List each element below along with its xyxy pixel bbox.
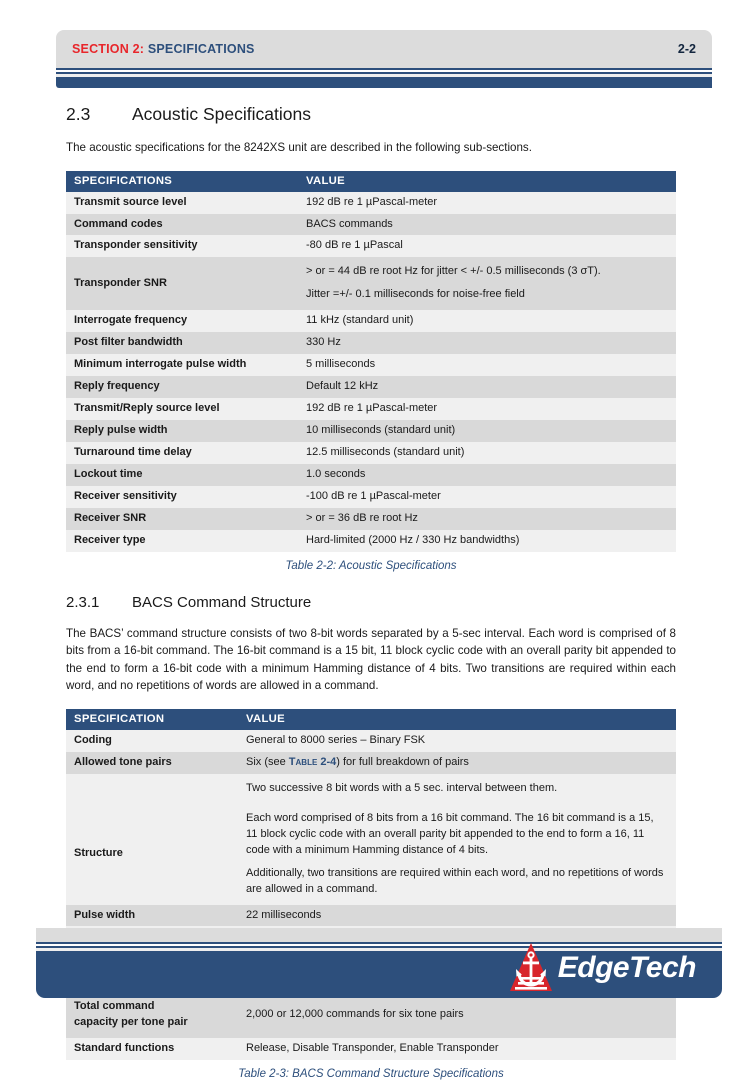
edgetech-wordmark: EdgeTech [557,951,696,984]
row-value: 12.5 milliseconds (standard unit) [298,442,676,464]
row-key: Allowed tone pairs [66,752,238,774]
table-row [66,530,676,552]
table-row [66,804,676,905]
row-key: Transmit source level [66,192,298,214]
row-value: 2,000 or 12,000 commands for six tone pairs [238,992,676,1038]
row-value: BACS commands [298,214,676,236]
page-header-title [72,42,255,56]
row-value: Release, Disable Transponder, Enable Transponder [238,1038,676,1060]
row-value: 5 milliseconds [298,354,676,376]
table-row [66,442,676,464]
table-row [66,214,676,236]
row-key [66,992,238,1038]
row-value: 11 kHz (standard unit) [298,310,676,332]
row-value: -100 dB re 1 µPascal-meter [298,486,676,508]
table-row [66,376,676,398]
anchor-triangle-icon [508,941,554,995]
table-row [66,354,676,376]
page-footer [36,928,722,998]
table-row [66,730,676,752]
row-key: Standard functions [66,1038,238,1060]
row-key: Minimum interrogate pulse width [66,354,298,376]
table-header-row [66,171,676,192]
bacs-command-structure-table [66,709,676,1060]
row-value-paragraph-2: Additionally, two transitions are required within each word, and no repetitions of words are allowed in a command. [246,866,664,895]
row-key: Structure [66,804,238,905]
row-key: Coding [66,730,238,752]
subsection-number: 2.3.1 [66,593,100,611]
row-value: General to 8000 series – Binary FSK [238,730,676,752]
footer-navy-bar [36,951,722,998]
row-key: Transponder sensitivity [66,235,298,257]
table-header-row [66,709,676,730]
row-value-paragraph-1: Each word comprised of 8 bits from a 16 bit command. The 16 bit command is a 15, 11 block cyclic code with an overall parity bit appended to the end to form a 16, 11 code with a minimum Hamming distance of 4 bits. [246,811,654,856]
table-row [66,905,676,927]
table-row [66,464,676,486]
row-value: -80 dB re 1 µPascal [298,235,676,257]
value-text-post: ) for full breakdown of pairs [336,755,469,768]
subsection-heading-text: BACS Command Structure [132,593,312,611]
table-row [66,235,676,257]
table-row [66,398,676,420]
row-value [298,257,676,310]
cross-reference-label[interactable]: Table [288,755,318,768]
row-key: Receiver SNR [66,508,298,530]
row-value: Hard-limited (2000 Hz / 330 Hz bandwidths) [298,530,676,552]
row-value-line-2: Jitter =+/- 0.1 milliseconds for noise-free field [306,288,525,301]
row-key: Turnaround time delay [66,442,298,464]
row-key: Transponder SNR [66,257,298,310]
table-row [66,992,676,1038]
table-row [66,1038,676,1060]
row-value: 22 milliseconds [238,905,676,927]
row-key: Receiver type [66,530,298,552]
page-header [56,30,712,88]
row-key: Post filter bandwidth [66,332,298,354]
section-title-label: SPECIFICATIONS [147,42,255,56]
table-row [66,192,676,214]
column-header-specification: SPECIFICATION [66,709,238,730]
table-row [66,752,676,774]
acoustic-table-caption: Table 2-2: Acoustic Specifications [285,559,457,572]
table-row [66,257,676,310]
row-value-line-1: > or = 44 dB re root Hz for jitter < +/- 0.5 milliseconds (3 σT). [306,265,601,278]
bacs-table-caption: Table 2-3: BACS Command Structure Specifications [238,1068,504,1080]
section-intro-paragraph: The acoustic specifications for the 8242XS unit are described in the following sub-sections. [66,141,532,154]
value-text-pre: Six (see [246,755,289,768]
row-key: Transmit/Reply source level [66,398,298,420]
section-heading [66,104,676,125]
row-key: Receiver sensitivity [66,486,298,508]
row-key: Interrogate frequency [66,310,298,332]
row-value: Two successive 8 bit words with a 5 sec. interval between them. [238,774,676,804]
row-key-line-1: Total command [74,1000,155,1013]
table-row [66,310,676,332]
row-key: Reply frequency [66,376,298,398]
subsection-heading [66,594,676,611]
page-number: 2-2 [677,42,696,56]
row-value: Default 12 kHz [298,376,676,398]
row-key: Command codes [66,214,298,236]
column-header-value: VALUE [298,171,676,192]
row-value: 330 Hz [298,332,676,354]
row-value [238,752,676,774]
subsection-paragraph: The BACS’ command structure consists of two 8-bit words separated by a 5-sec interval. Each word is comprised of 8 bits from a 16-bit command. The 16-bit command is a 15 bit, 11 block cyclic code with an overall parity bit appended to the end to form a 16-bit code with a minimum Hamming distance of 4 bits. Two transitions are required within each word, and no repetitions of words are allowed in a command. [66,626,676,693]
table-row [66,508,676,530]
table-row [66,420,676,442]
table-row [66,774,676,804]
acoustic-specifications-table [66,171,676,552]
row-value: > or = 36 dB re root Hz [298,508,676,530]
section-label: SECTION 2: [72,42,145,56]
table-row [66,486,676,508]
column-header-specifications: SPECIFICATIONS [66,171,298,192]
row-key-line-2: capacity per tone pair [74,1016,188,1029]
row-key: Lockout time [66,464,298,486]
section-heading-text: Acoustic Specifications [132,104,311,124]
page-header-band [56,30,712,68]
row-value [238,804,676,905]
row-value: 1.0 seconds [298,464,676,486]
header-rule-stack [56,68,712,88]
edgetech-logo [508,939,696,997]
row-key [66,774,238,804]
cross-reference-number[interactable]: 2-4 [317,755,337,768]
row-key: Pulse width [66,905,238,927]
column-header-value: VALUE [238,709,676,730]
row-key: Reply pulse width [66,420,298,442]
row-value: 10 milliseconds (standard unit) [298,420,676,442]
table-row [66,332,676,354]
row-value: 192 dB re 1 µPascal-meter [298,192,676,214]
section-number: 2.3 [66,104,91,124]
row-value: 192 dB re 1 µPascal-meter [298,398,676,420]
